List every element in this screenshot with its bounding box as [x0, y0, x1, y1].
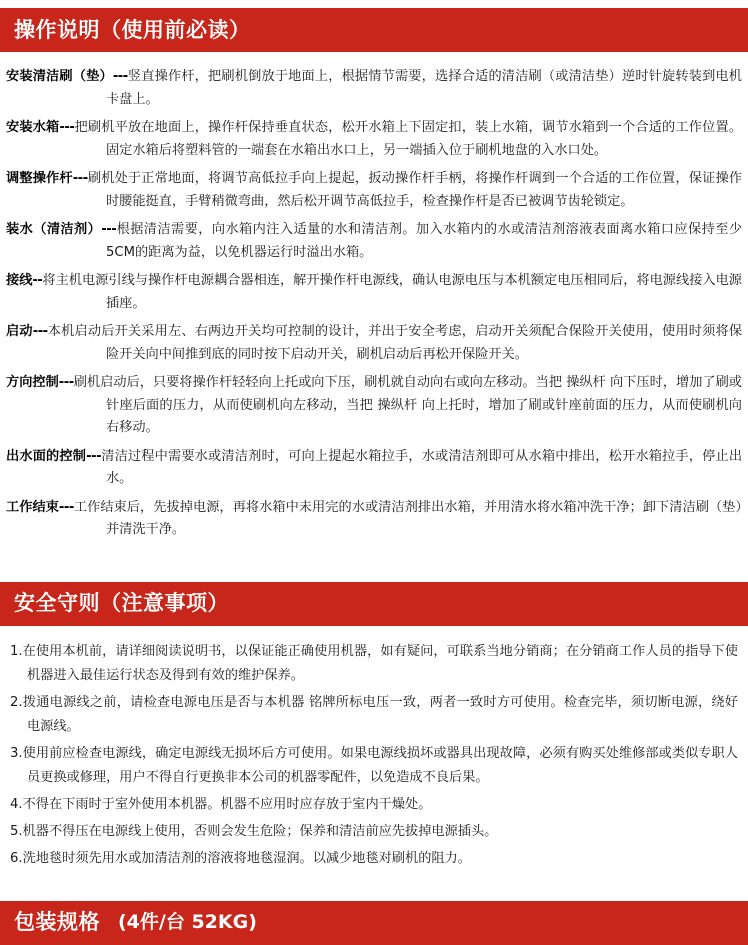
safety-item-number: 4.: [10, 796, 23, 812]
safety-rules-list: [0, 626, 748, 887]
operation-item-dash: ---: [112, 69, 128, 84]
pre-packaging-spacer: [0, 887, 748, 901]
safety-item: [10, 820, 738, 844]
operation-item-dash: ---: [72, 171, 88, 186]
packaging-section-banner: [0, 901, 748, 945]
operation-item-text: 本机启动后开关采用左、右两边开关均可控制的设计，并出于安全考虑，启动开关须配合保险开关使用，使用时须将保险开关向中间推到底的同时按下启动开关，刷机启动后再松开保险开关。: [47, 324, 743, 362]
operation-item: [6, 497, 742, 542]
packaging-banner-title: 包装规格: [14, 910, 100, 934]
section-gap-spacer: [0, 560, 748, 582]
safety-item-text: 不得在下雨时于室外使用本机器。机器不应用时应存放于室内干燥处。: [22, 796, 432, 812]
operation-item-text: 清洁过程中需要水或清洁剂时，可向上提起水箱拉手，水或清洁剂即可从水箱中排出，松开水箱拉手，停止出水。: [101, 448, 743, 486]
operation-item-label: 安装清洁刷（垫）: [6, 69, 113, 84]
operation-item-label: 出水面的控制: [6, 448, 87, 464]
safety-item: [10, 793, 738, 817]
operation-item-dash: ---: [86, 448, 102, 464]
safety-item-text: 在使用本机前，请详细阅读说明书，以保证能正确使用机器，如有疑问，可联系当地分销商；在分销商工作人员的指导下使机器进入最佳运行状态及得到有效的维护保养。: [22, 643, 738, 683]
safety-item-number: 6.: [10, 850, 23, 866]
safety-item-number: 1.: [10, 643, 23, 659]
top-spacer: [0, 0, 748, 8]
safety-item-number: 3.: [10, 745, 23, 761]
operation-item-label: 调整操作杆: [6, 171, 73, 186]
operation-item: [6, 270, 742, 315]
safety-banner-title: 安全守则（注意事项）: [14, 591, 229, 615]
operation-item-dash: ---: [59, 120, 75, 135]
safety-item-text: 使用前应检查电源线，确定电源线无损坏后方可使用。如果电源线损坏或器具出现故障，必须有购买处维修部或类似专职人员更换或修理，用户不得自行更换非本公司的机器零配件，以免造成不良后果。: [22, 745, 738, 785]
operation-item-label: 安装水箱: [6, 120, 60, 135]
safety-item-number: 2.: [10, 694, 23, 710]
safety-item-text: 拨通电源线之前，请检查电源电压是否与本机器 铭牌所标电压一致，两者一致时方可使用。检查完毕，须切断电源，绕好电源线。: [22, 694, 738, 734]
operation-item-text: 刷机处于正常地面，将调节高低拉手向上提起，扳动操作杆手柄，将操作杆调到一个合适的工作位置，保证操作时腰能挺直，手臂稍微弯曲，然后松开调节高低拉手，检查操作杆是否已被调节齿轮锁定。: [87, 171, 743, 209]
operation-item: [6, 219, 742, 264]
safety-section-banner: [0, 582, 748, 626]
operation-item-text: 将主机电源引线与操作杆电源耦合器相连，解开操作杆电源线，确认电源电压与本机额定电压相同后，将电源线接入电源插座。: [42, 273, 742, 311]
safety-item: [10, 691, 738, 739]
operation-item-dash: ---: [101, 222, 117, 237]
operation-section-banner: [0, 8, 748, 52]
operation-item: [6, 168, 742, 213]
operation-item-text: 根据清洁需要，向水箱内注入适量的水和清洁剂。加入水箱内的水或清洁剂溶液表面离水箱口应保持至少5CM的距离为益，以免机器运行时溢出水箱。: [106, 222, 743, 260]
operation-item-dash: --: [32, 273, 43, 288]
operation-item-label: 启动: [6, 324, 33, 339]
operation-item-label: 方向控制: [6, 375, 59, 390]
operation-item-dash: ---: [32, 324, 48, 339]
operation-item: [6, 321, 742, 366]
operation-item-text: 刷机启动后，只要将操作杆轻轻向上托或向下压，刷机就自动向右或向左移动。当把 操纵杆 向下压时，增加了刷或针座后面的压力，从而使刷机向左移动，当把 操纵杆 向上托时，增加了刷或针座前面的压力，从而使刷机向右移动。: [73, 375, 742, 435]
safety-item-number: 5.: [10, 823, 23, 839]
safety-item: [10, 640, 738, 688]
operation-item-text: 竖直操作杆，把刷机倒放于地面上，根据情节需要，选择合适的清洁刷（或清洁垫）逆时针旋转装到电机卡盘上。: [106, 69, 742, 107]
operation-instruction-list: [0, 52, 748, 560]
operation-item: [6, 66, 742, 111]
operation-banner-title: 操作说明（使用前必读）: [14, 17, 251, 42]
safety-item: [10, 742, 738, 790]
safety-item: [10, 847, 738, 871]
safety-item-text: 洗地毯时须先用水或加清洁剂的溶液将地毯湿润。以减少地毯对刷机的阻力。: [22, 850, 471, 866]
packaging-spec-text: (4件/台 52KG): [118, 911, 257, 933]
operation-item: [6, 117, 742, 162]
operation-item-dash: ---: [58, 375, 74, 390]
safety-item-text: 机器不得压在电源线上使用，否则会发生危险；保养和清洁前应先拔掉电源插头。: [22, 823, 498, 839]
operation-item: [6, 446, 742, 491]
operation-item-text: 把刷机平放在地面上，操作杆保持垂直状态，松开水箱上下固定扣，装上水箱，调节水箱到一个合适的工作位置。固定水箱后将塑料管的一端套在水箱出水口上，另一端插入位于刷机地盘的入水口处。: [74, 120, 743, 158]
operation-item: [6, 372, 742, 440]
operation-item-dash: ---: [58, 499, 74, 515]
operation-item-text: 工作结束后，先拔掉电源，再将水箱中未用完的水或清洁剂排出水箱，并用清水将水箱冲洗干净；卸下清洁刷（垫）并清洗干净。: [73, 499, 742, 537]
operation-item-label: 装水（清洁剂）: [6, 222, 102, 237]
operation-item-label: 接线: [6, 273, 33, 288]
operation-item-label: 工作结束: [6, 499, 59, 515]
